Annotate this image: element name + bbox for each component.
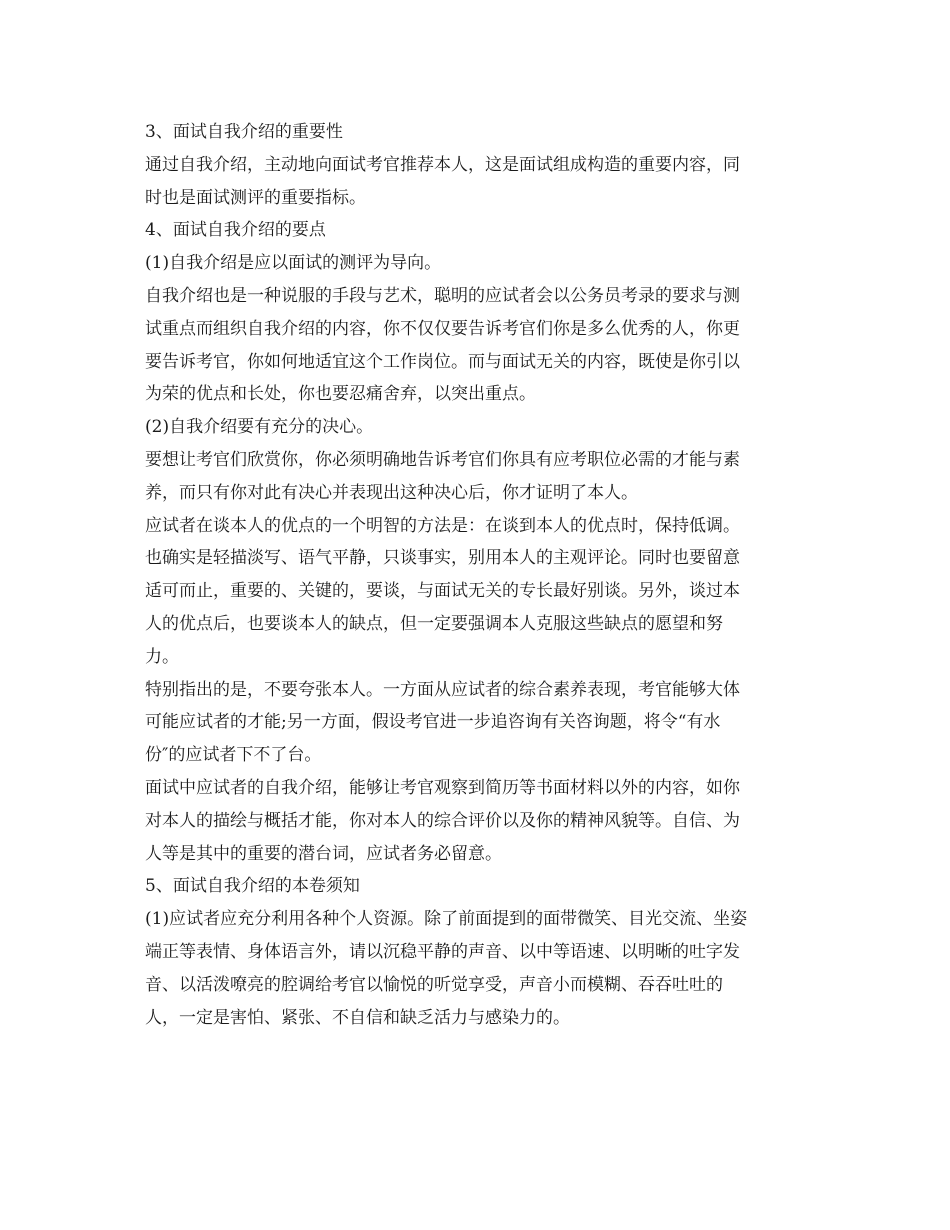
paragraph-line: 人的优点后，也要谈本人的缺点，但一定要强调本人克服这些缺点的愿望和努 (145, 613, 723, 634)
paragraph-line: 时也是面试测评的重要指标。 (145, 187, 366, 208)
paragraph-line: 人等是其中的重要的潜台词，应试者务必留意。 (145, 843, 502, 864)
subheading-2: (2)自我介绍要有充分的决心。 (145, 417, 374, 438)
paragraph-line: 可能应试者的才能;另一方面，假设考官进一步追咨询有关咨询题，将令“有水 (145, 712, 721, 733)
paragraph-line: 为荣的优点和长处，你也要忍痛舍弃，以突出重点。 (145, 384, 536, 405)
paragraph-line: 适可而止，重要的、关键的，要谈，与面试无关的专长最好别谈。另外，谈过本 (145, 581, 740, 602)
section-heading-3: 3、面试自我介绍的重要性 (145, 122, 343, 142)
paragraph-line: 也确实是轻描淡写、语气平静，只谈事实，别用本人的主观评论。同时也要留意 (145, 548, 740, 569)
paragraph-line: 要想让考官们欣赏你，你必须明确地告诉考官们你具有应考职位必需的才能与素 (145, 449, 740, 470)
paragraph-line: 面试中应试者的自我介绍，能够让考官观察到简历等书面材料以外的内容，如你 (145, 777, 740, 798)
paragraph-line: 音、以活泼嘹亮的腔调给考官以愉悦的听觉享受，声音小而模糊、吞吞吐吐的 (145, 974, 723, 995)
paragraph-line: 特别指出的是，不要夸张本人。一方面从应试者的综合素养表现，考官能够大体 (145, 679, 740, 700)
section-heading-4: 4、面试自我介绍的要点 (145, 220, 326, 241)
subheading-1: (1)自我介绍是应以面试的测评为导向。 (145, 253, 442, 274)
paragraph-line: (1)应试者应充分利用各种个人资源。除了前面提到的面带微笑、目光交流、坐姿 (145, 909, 748, 930)
paragraph-line: 要告诉考官，你如何地适宜这个工作岗位。而与面试无关的内容，既使是你引以 (145, 351, 740, 372)
paragraph-line: 人，一定是害怕、紧张、不自信和缺乏活力与感染力的。 (145, 1007, 570, 1028)
paragraph-line: 力。 (145, 646, 179, 667)
paragraph-line: 养，而只有你对此有决心并表现出这种决心后，你才证明了本人。 (145, 482, 638, 503)
paragraph-line: 试重点而组织自我介绍的内容，你不仅仅要告诉考官们你是多么优秀的人，你更 (145, 318, 740, 339)
paragraph-line: 自我介绍也是一种说服的手段与艺术，聪明的应试者会以公务员考录的要求与测 (145, 285, 740, 306)
paragraph-line: 端正等表情、身体语言外，请以沉稳平静的声音、以中等语速、以明晰的吐字发 (145, 941, 740, 962)
paragraph-line: 通过自我介绍，主动地向面试考官推荐本人，这是面试组成构造的重要内容，同 (145, 154, 740, 175)
paragraph-line: 份″的应试者下不了台。 (145, 745, 322, 766)
paragraph-line: 对本人的描绘与概括才能，你对本人的综合评价以及你的精神风貌等。自信、为 (145, 810, 740, 831)
document-body (145, 116, 810, 1034)
section-heading-5: 5、面试自我介绍的本卷须知 (145, 876, 360, 897)
paragraph-line: 应试者在谈本人的优点的一个明智的方法是：在谈到本人的优点时，保持低调。 (145, 515, 740, 536)
